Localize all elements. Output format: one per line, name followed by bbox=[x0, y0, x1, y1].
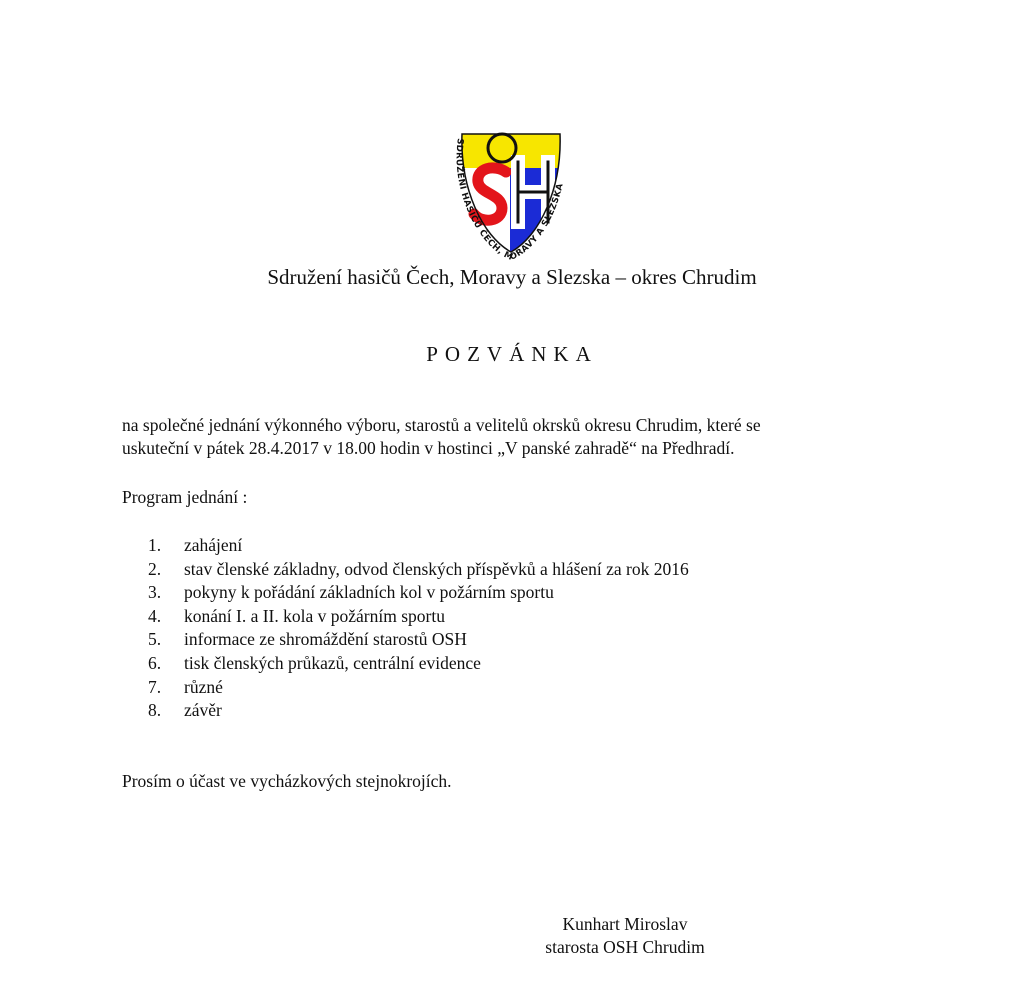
list-item bbox=[148, 699, 689, 723]
list-item-number: 5. bbox=[148, 629, 162, 650]
list-item-number: 3. bbox=[148, 582, 162, 603]
list-item-text: konání I. a II. kola v požárním sportu bbox=[184, 605, 445, 626]
list-item-text: stav členské základny, odvod členských příspěvků a hlášení za rok 2016 bbox=[184, 558, 689, 579]
agenda-list bbox=[148, 534, 689, 723]
list-item bbox=[148, 534, 689, 558]
list-item-text: závěr bbox=[184, 700, 222, 721]
osh-logo bbox=[436, 118, 586, 268]
intro-line: na společné jednání výkonného výboru, starostů a velitelů okrsků okresu Chrudim, které se bbox=[122, 415, 761, 435]
signature-role: starosta OSH Chrudim bbox=[545, 937, 705, 957]
list-item-text: různé bbox=[184, 676, 223, 697]
list-item-text: informace ze shromáždění starostů OSH bbox=[184, 629, 467, 650]
osh-emblem-icon bbox=[436, 118, 586, 268]
list-item-number: 6. bbox=[148, 652, 162, 673]
organization-title: Sdružení hasičů Čech, Moravy a Slezska – okres Chrudim bbox=[267, 265, 757, 289]
list-item bbox=[148, 676, 689, 700]
list-item-number: 1. bbox=[148, 535, 162, 555]
list-item-number: 4. bbox=[148, 605, 162, 626]
signature-name: Kunhart Miroslav bbox=[562, 914, 688, 934]
list-item bbox=[148, 558, 689, 582]
intro-paragraph bbox=[122, 414, 892, 460]
page-title: POZVÁNKA bbox=[426, 342, 598, 366]
program-label: Program jednání : bbox=[122, 487, 248, 507]
list-item bbox=[148, 581, 689, 605]
list-item-number: 7. bbox=[148, 676, 162, 697]
closing-note: Prosím o účast ve vycházkových stejnokrojích. bbox=[122, 771, 452, 791]
list-item-number: 8. bbox=[148, 700, 162, 721]
list-item-text: zahájení bbox=[184, 535, 243, 555]
list-item-number: 2. bbox=[148, 558, 162, 579]
list-item-text: tisk členských průkazů, centrální evidence bbox=[184, 652, 481, 673]
list-item bbox=[148, 628, 689, 652]
list-item bbox=[148, 605, 689, 629]
intro-line: uskuteční v pátek 28.4.2017 v 18.00 hodin v hostinci „V panské zahradě“ na Předhradí. bbox=[122, 438, 735, 458]
logo-ring-text: SDRUŽENÍ HASIČŮ ČECH, MORAVY A SLEZSKA bbox=[453, 137, 566, 263]
list-item-text: pokyny k pořádání základních kol v požárním sportu bbox=[184, 582, 554, 603]
signature-block bbox=[490, 913, 760, 959]
list-item bbox=[148, 652, 689, 676]
